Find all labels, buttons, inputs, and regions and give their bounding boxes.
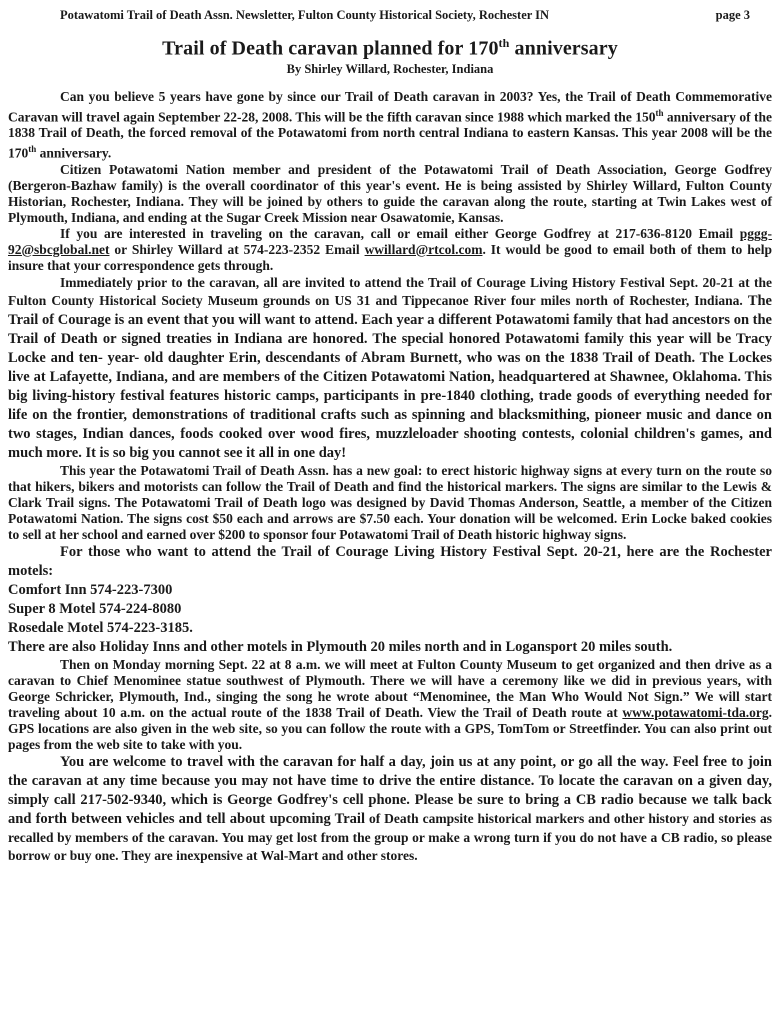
email-link-godfrey[interactable]: pggg-92@sbcglobal.net xyxy=(8,225,772,257)
page-number: page 3 xyxy=(715,8,750,22)
website-link[interactable]: www.potawatomi-tda.org xyxy=(622,704,769,720)
motel-item: Comfort Inn 574-223-7300 xyxy=(8,581,173,598)
motel-item: Rosedale Motel 574-223-3185. xyxy=(8,619,193,636)
paragraph-other-motels: There are also Holiday Inns and other motels in Plymouth 20 miles north and in Logansport 20 miles south. xyxy=(8,638,673,655)
newsletter-header: Potawatomi Trail of Death Assn. Newsletter, Fulton County Historical Society, Rochester IN xyxy=(60,8,550,22)
paragraph-coordinator: Citizen Potawatomi Nation member and president of the Potawatomi Trail of Death Association, George Godfrey (Bergeron-Bazhaw family) is the overall coordinator of this year's event. He is being assisted by Shirley Willard, Fulton County Historian, Rochester, Indiana. They will be joined by others to guide the caravan along the route, starting at Twin Lakes west of Plymouth, Indiana, and ending at the Sugar Creek Mission near Osawatomie, Kansas. xyxy=(8,161,772,225)
email-link-willard[interactable]: wwillard@rtcol.com xyxy=(364,241,483,257)
paragraph-festival: Immediately prior to the caravan, all are invited to attend the Trail of Courage Living History Festival Sept. 20-21 at the Fulton County Historical Society Museum grounds on US 31 and Tippecanoe River four miles north of Rochester, Indiana. The Trail of Courage is an event that you will want to attend. Each year a different Potawatomi family that had ancestors on the Trail of Death or signed treaties in Indiana are honored. The special honored Potawatomi family this year will be Tracy Locke and ten- year- old daughter Erin, descendants of Abram Burnett, who was on the 1838 Trail of Death. The Lockes live at Lafayette, Indiana, and are members of the Citizen Potawatomi Nation, headquartered at Shawnee, Oklahoma. This big living-history festival features historic camps, participants in pre-1840 clothing, trade goods of everything needed for life on the frontier, demonstrations of traditional crafts such as spinning and blacksmithing, pioneer music and dance on two stages, Indian dances, foods cooked over wood fires, muzzleloader shooting contests, colonial children's games, and much more. It is so big you cannot see it all in one day! xyxy=(8,274,772,461)
page-header xyxy=(8,4,772,26)
motel-item: Super 8 Motel 574-224-8080 xyxy=(8,600,182,617)
paragraph-intro: Can you believe 5 years have gone by since our Trail of Death caravan in 2003? Yes, the Trail of Death Commemorative Caravan will travel again September 22-28, 2008. This will be the fifth caravan since 1988 which marked the 150th anniversary of the 1838 Trail of Death, the forced removal of the Potawatomi from north central Indiana to eastern Kansas. This year 2008 will be the 170th anniversary. xyxy=(8,88,772,161)
paragraph-highway-signs: This year the Potawatomi Trail of Death Assn. has a new goal: to erect historic highway signs at every turn on the route so that hikers, bikers and motorists can follow the Trail of Death and find the historical markers. The signs are similar to the Lewis & Clark Trail signs. The Potawatomi Trail of Death logo was designed by David Thomas Anderson, Seattle, a member of the Citizen Potawatomi Nation. The signs cost $50 each and arrows are $7.50 each. Your donation will be welcomed. Erin Locke baked cookies to sell at her school and earned over $200 to sponsor four Potawatomi Trail of Death historic highway signs. xyxy=(8,462,772,542)
paragraph-motels-intro: For those who want to attend the Trail of Courage Living History Festival Sept. 20-21, here are the Rochester motels: xyxy=(8,543,772,579)
paragraph-contact: If you are interested in traveling on the caravan, call or email either George Godfrey at 217-636-8120 Email pggg-92@sbcglobal.net or Shirley Willard at 574-223-2352 Email wwillard@rtcol.com. It would be good to email both of them to help insure that your correspondence gets through. xyxy=(8,225,772,273)
motel-list xyxy=(8,581,772,638)
byline: By Shirley Willard, Rochester, Indiana xyxy=(286,61,494,76)
paragraph-monday-schedule: Then on Monday morning Sept. 22 at 8 a.m. we will meet at Fulton County Museum to get organized and then drive as a caravan to Chief Menominee statue southwest of Plymouth. There we will have a ceremony like we did in previous years, with George Schricker, Plymouth, Ind., singing the song he wrote about “Menominee, the Man Who Would Not Sign.” We will start traveling about 10 a.m. on the actual route of the 1838 Trail of Death. View the Trail of Death route at www.potawatomi-tda.org. GPS locations are also given in the web site, so you can follow the route with a GPS, TomTom or Streetfinder. You can also print out pages from the web site to take with you. xyxy=(8,656,772,752)
paragraph-caravan-tips: You are welcome to travel with the caravan for half a day, join us at any point, or go all the way. Feel free to join the caravan at any time because you may not have time to drive the entire distance. To locate the caravan on a given day, simply call 217-502-9340, which is George Godfrey's cell phone. Please be sure to bring a CB radio because we talk back and forth between vehicles and tell about upcoming Trail of Death campsite historical markers and other history and stories as recalled by members of the caravan. You may get lost from the group or make a wrong turn if you do not have a CB radio, so please borrow or buy one. They are inexpensive at Wal-Mart and other stores. xyxy=(8,753,772,863)
article-title: Trail of Death caravan planned for 170th anniversary xyxy=(162,36,618,60)
